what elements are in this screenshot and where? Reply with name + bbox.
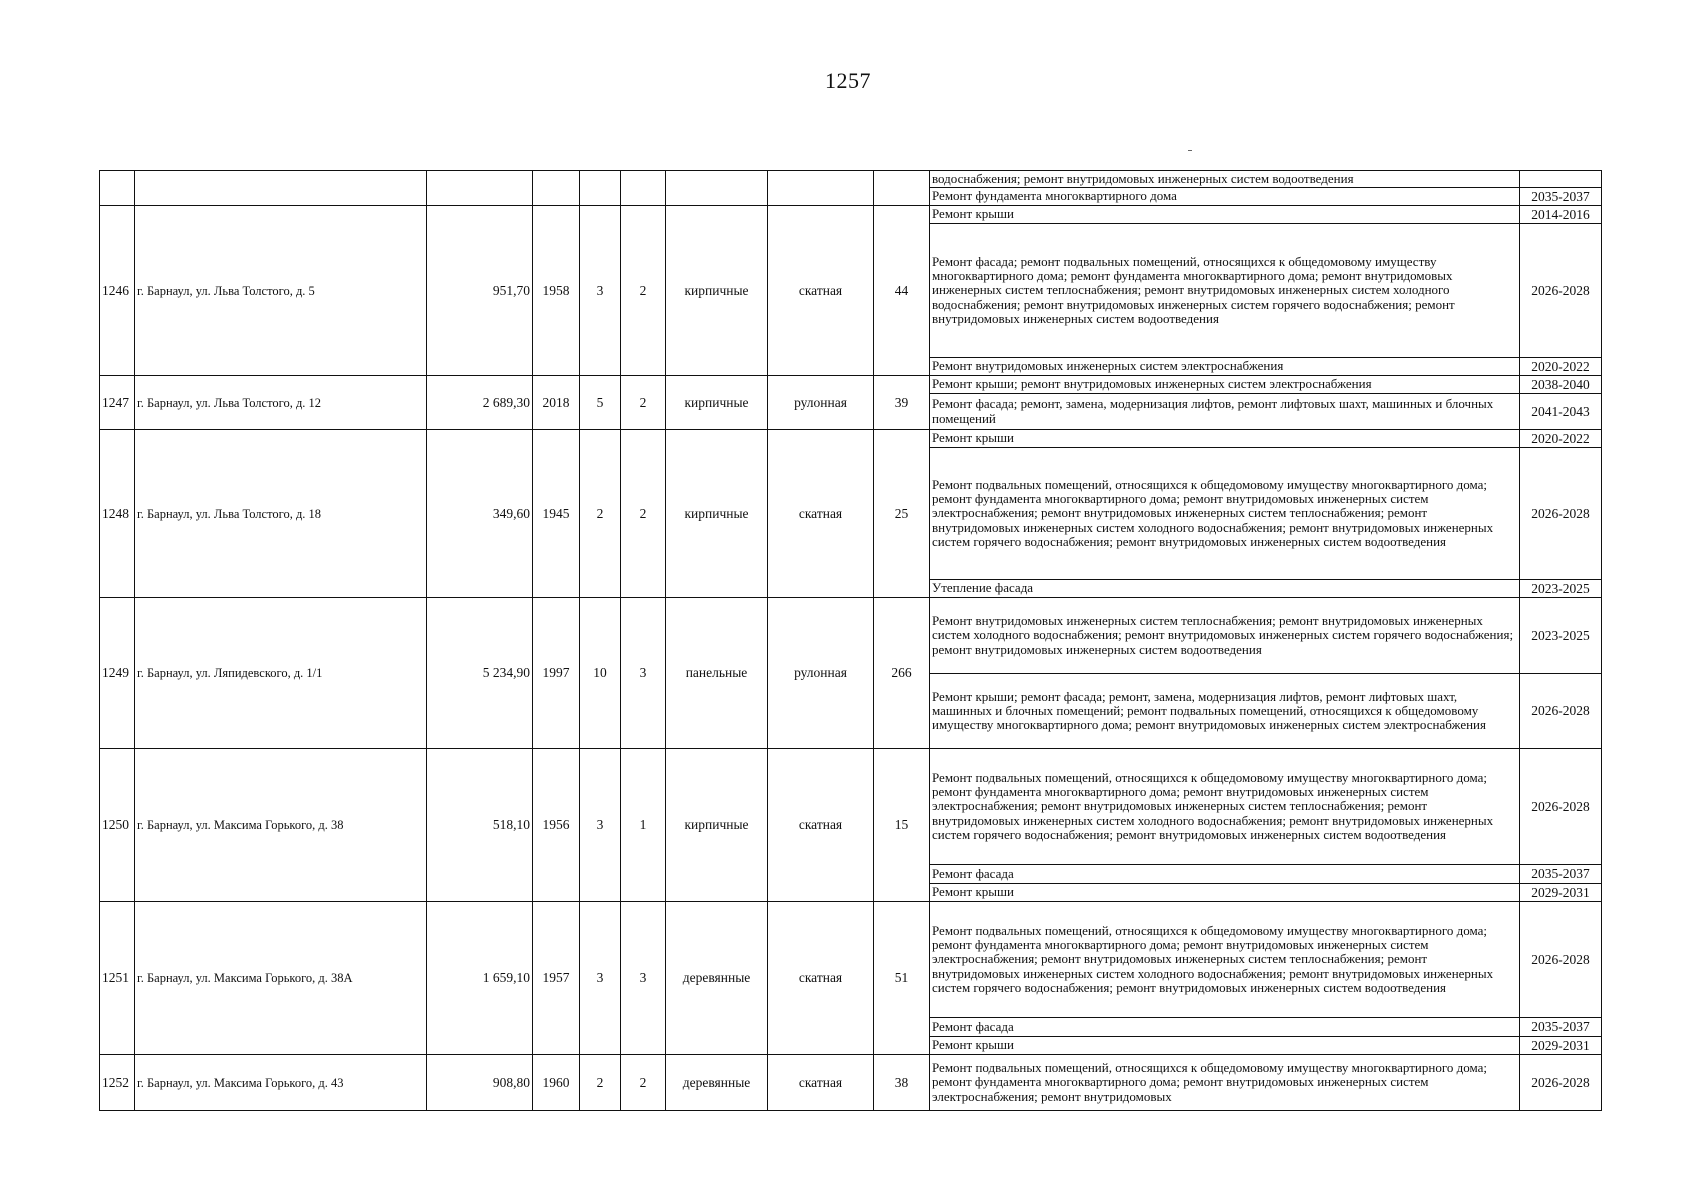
repair-period: 2023-2025 (1520, 580, 1602, 598)
repair-works: Ремонт внутридомовых инженерных систем электроснабжения (930, 358, 1520, 376)
repair-works: Ремонт крыши (930, 206, 1520, 224)
entrances-count: 2 (621, 206, 666, 376)
roof-type: скатная (768, 749, 874, 902)
building-number: 1249 (100, 598, 135, 749)
entrances-count: 2 (621, 430, 666, 598)
repair-works: Ремонт внутридомовых инженерных систем теплоснабжения; ремонт внутридомовых инженерных систем холодного водоснабжения; ремонт внутридомовых инженерных систем горячего водоснабжения; ремонт внутридомовых инженерных систем водоотведения (930, 598, 1520, 674)
building-number: 1250 (100, 749, 135, 902)
building-number: 1246 (100, 206, 135, 376)
building-number: 1252 (100, 1055, 135, 1111)
floors-count: 10 (580, 598, 621, 749)
building-number: 1251 (100, 902, 135, 1055)
total-area: 5 234,90 (427, 598, 533, 749)
repair-period: 2035-2037 (1520, 1018, 1602, 1037)
floors-count: 3 (580, 902, 621, 1055)
repair-period: 2020-2022 (1520, 358, 1602, 376)
entrances-count: 2 (621, 1055, 666, 1111)
entrances-count: 3 (621, 598, 666, 749)
roof-type: рулонная (768, 598, 874, 749)
repair-works: водоснабжения; ремонт внутридомовых инженерных систем водоотведения (930, 171, 1520, 188)
repair-works: Ремонт крыши (930, 884, 1520, 902)
entrances-count: 3 (621, 902, 666, 1055)
roof-type (768, 171, 874, 206)
repair-period: 2026-2028 (1520, 749, 1602, 865)
table-row (100, 430, 1602, 448)
roof-type: рулонная (768, 376, 874, 430)
total-area: 518,10 (427, 749, 533, 902)
floors-count: 3 (580, 749, 621, 902)
repair-works: Ремонт фасада; ремонт, замена, модернизация лифтов, ремонт лифтовых шахт, машинных и блочных помещений (930, 394, 1520, 430)
repair-period: 2026-2028 (1520, 224, 1602, 358)
wall-material (666, 171, 768, 206)
repair-period: 2023-2025 (1520, 598, 1602, 674)
total-area: 1 659,10 (427, 902, 533, 1055)
building-address: г. Барнаул, ул. Льва Толстого, д. 12 (135, 376, 427, 430)
floors-count: 2 (580, 430, 621, 598)
entrances-count (621, 171, 666, 206)
wall-material: кирпичные (666, 206, 768, 376)
repair-works: Ремонт подвальных помещений, относящихся к общедомовому имуществу многоквартирного дома; ремонт фундамента многоквартирного дома; ремонт внутридомовых инженерных систем электроснабжения; ремонт внутридомовых инженерных систем теплоснабжения; ремонт внутридомовых инженерных систем холодного водоснабжения; ремонт внутридомовых инженерных систем горячего водоснабжения; ремонт внутридомовых инженерных систем водоотведения (930, 448, 1520, 580)
building-address: г. Барнаул, ул. Максима Горького, д. 43 (135, 1055, 427, 1111)
residents-count: 25 (874, 430, 930, 598)
table-row (100, 1055, 1602, 1111)
residents-count: 44 (874, 206, 930, 376)
building-address (135, 171, 427, 206)
repair-period: 2038-2040 (1520, 376, 1602, 394)
floors-count (580, 171, 621, 206)
total-area: 908,80 (427, 1055, 533, 1111)
floors-count: 3 (580, 206, 621, 376)
total-area (427, 171, 533, 206)
repair-works: Ремонт подвальных помещений, относящихся к общедомовому имуществу многоквартирного дома; ремонт фундамента многоквартирного дома; ремонт внутридомовых инженерных систем электроснабжения; ремонт внутридомовых (930, 1055, 1520, 1111)
repair-works: Ремонт фасада (930, 865, 1520, 884)
roof-type: скатная (768, 206, 874, 376)
entrances-count: 2 (621, 376, 666, 430)
year-built: 1956 (533, 749, 580, 902)
year-built: 2018 (533, 376, 580, 430)
table-row (100, 749, 1602, 865)
repair-period: 2026-2028 (1520, 1055, 1602, 1111)
repair-period: 2029-2031 (1520, 884, 1602, 902)
roof-type: скатная (768, 902, 874, 1055)
repair-works: Ремонт подвальных помещений, относящихся к общедомовому имуществу многоквартирного дома; ремонт фундамента многоквартирного дома; ремонт внутридомовых инженерных систем электроснабжения; ремонт внутридомовых инженерных систем теплоснабжения; ремонт внутридомовых инженерных систем холодного водоснабжения; ремонт внутридомовых инженерных систем горячего водоснабжения; ремонт внутридомовых инженерных систем водоотведения (930, 902, 1520, 1018)
repair-period: 2026-2028 (1520, 902, 1602, 1018)
repair-period: 2029-2031 (1520, 1037, 1602, 1055)
repair-period: 2035-2037 (1520, 188, 1602, 206)
building-address: г. Барнаул, ул. Ляпидевского, д. 1/1 (135, 598, 427, 749)
building-number: 1248 (100, 430, 135, 598)
floors-count: 2 (580, 1055, 621, 1111)
table-row (100, 171, 1602, 188)
building-address: г. Барнаул, ул. Льва Толстого, д. 5 (135, 206, 427, 376)
residents-count: 38 (874, 1055, 930, 1111)
roof-type: скатная (768, 1055, 874, 1111)
repair-works: Ремонт фасада; ремонт подвальных помещений, относящихся к общедомовому имуществу многоквартирного дома; ремонт фундамента многоквартирного дома; ремонт внутридомовых инженерных систем теплоснабжения; ремонт внутридомовых инженерных систем холодного водоснабжения; ремонт внутридомовых инженерных систем горячего водоснабжения; ремонт внутридомовых инженерных систем водоотведения (930, 224, 1520, 358)
wall-material: кирпичные (666, 749, 768, 902)
year-built: 1957 (533, 902, 580, 1055)
residents-count: 15 (874, 749, 930, 902)
table-row (100, 206, 1602, 224)
year-built (533, 171, 580, 206)
repair-period: 2020-2022 (1520, 430, 1602, 448)
repair-period: 2035-2037 (1520, 865, 1602, 884)
repair-period: 2041-2043 (1520, 394, 1602, 430)
floors-count: 5 (580, 376, 621, 430)
total-area: 2 689,30 (427, 376, 533, 430)
residents-count: 39 (874, 376, 930, 430)
table-row (100, 902, 1602, 1018)
building-address: г. Барнаул, ул. Максима Горького, д. 38А (135, 902, 427, 1055)
repair-period: 2014-2016 (1520, 206, 1602, 224)
repair-period: 2026-2028 (1520, 448, 1602, 580)
table-row (100, 376, 1602, 394)
building-number (100, 171, 135, 206)
residents-count (874, 171, 930, 206)
year-built: 1958 (533, 206, 580, 376)
total-area: 349,60 (427, 430, 533, 598)
table-row (100, 598, 1602, 674)
residents-count: 266 (874, 598, 930, 749)
repair-works: Ремонт фасада (930, 1018, 1520, 1037)
wall-material: кирпичные (666, 430, 768, 598)
repair-works: Ремонт крыши (930, 1037, 1520, 1055)
repair-works: Ремонт подвальных помещений, относящихся к общедомовому имуществу многоквартирного дома; ремонт фундамента многоквартирного дома; ремонт внутридомовых инженерных систем электроснабжения; ремонт внутридомовых инженерных систем теплоснабжения; ремонт внутридомовых инженерных систем холодного водоснабжения; ремонт внутридомовых инженерных систем горячего водоснабжения; ремонт внутридомовых инженерных систем водоотведения (930, 749, 1520, 865)
repair-works: Ремонт крыши (930, 430, 1520, 448)
repair-works: Ремонт фундамента многоквартирного дома (930, 188, 1520, 206)
building-address: г. Барнаул, ул. Льва Толстого, д. 18 (135, 430, 427, 598)
building-address: г. Барнаул, ул. Максима Горького, д. 38 (135, 749, 427, 902)
repair-works: Ремонт крыши; ремонт фасада; ремонт, замена, модернизация лифтов, ремонт лифтовых шахт, машинных и блочных помещений; ремонт подвальных помещений, относящихся к общедомовому имуществу многоквартирного дома; ремонт внутридомовых инженерных систем электроснабжения (930, 674, 1520, 749)
repair-works: Утепление фасада (930, 580, 1520, 598)
entrances-count: 1 (621, 749, 666, 902)
repair-period (1520, 171, 1602, 188)
building-number: 1247 (100, 376, 135, 430)
wall-material: панельные (666, 598, 768, 749)
year-built: 1945 (533, 430, 580, 598)
year-built: 1960 (533, 1055, 580, 1111)
residents-count: 51 (874, 902, 930, 1055)
total-area: 951,70 (427, 206, 533, 376)
scan-mark (1188, 150, 1192, 151)
repair-period: 2026-2028 (1520, 674, 1602, 749)
repair-schedule-table (99, 170, 1602, 1111)
wall-material: кирпичные (666, 376, 768, 430)
wall-material: деревянные (666, 1055, 768, 1111)
repair-works: Ремонт крыши; ремонт внутридомовых инженерных систем электроснабжения (930, 376, 1520, 394)
wall-material: деревянные (666, 902, 768, 1055)
year-built: 1997 (533, 598, 580, 749)
roof-type: скатная (768, 430, 874, 598)
page-number: 1257 (825, 68, 871, 93)
